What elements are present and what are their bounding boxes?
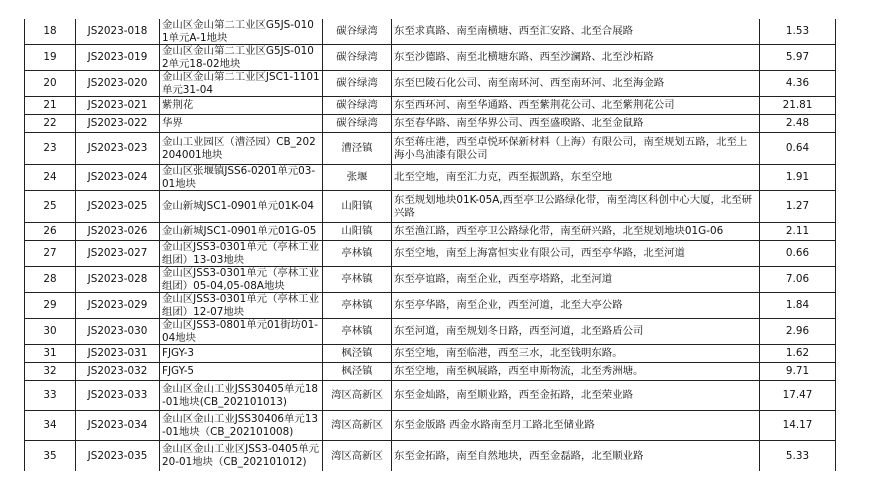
table-row [25,71,836,97]
row-number-cell: 31 [25,345,76,363]
boundary-description-cell: 东至渔江路，西至亭卫公路绿化带，南至研兴路，北至规划地块01G-06 [392,223,760,241]
parcel-name-cell: 金山区金山工业JSS30405单元18-01地块(CB_202101013) [160,381,323,411]
area-value-cell: 1.91 [760,165,836,191]
area-value-cell: 2.48 [760,115,836,133]
town-name-cell: 湾区高新区 [323,381,392,411]
area-value-cell: 1.84 [760,293,836,319]
boundary-description-cell: 东至空地，南至上海富恒实业有限公司，西至亭华路，北至河道 [392,241,760,267]
parcel-code-cell: JS2023-025 [76,191,160,223]
town-name-cell: 碳谷绿湾 [323,97,392,115]
table-row [25,363,836,381]
boundary-description-cell: 东至春华路、南至华界公司、西至盛暌路、北至金鼠路 [392,115,760,133]
boundary-description-cell: 东至沙德路、南至北横塘东路、西至沙澜路、北至沙柘路 [392,45,760,71]
parcel-code-cell: JS2023-023 [76,133,160,165]
boundary-description-cell: 东至西环河、南至华通路、西至紫荆花公司、北至紫荆花公司 [392,97,760,115]
town-name-cell: 枫泾镇 [323,345,392,363]
parcel-name-cell: 金山新城JSC1-0901单元01K-04 [160,191,323,223]
table-row [25,19,836,45]
row-number-cell: 34 [25,411,76,441]
area-value-cell: 1.27 [760,191,836,223]
table-row [25,381,836,411]
row-number-cell: 22 [25,115,76,133]
row-number-cell: 20 [25,71,76,97]
parcel-code-cell: JS2023-018 [76,19,160,45]
parcel-name-cell: 金山工业园区（漕泾园）CB_202204001地块 [160,133,323,165]
row-number-cell: 26 [25,223,76,241]
table-row [25,441,836,471]
row-number-cell: 30 [25,319,76,345]
boundary-description-cell: 东至蒋庄港，西至卓悦环保新材料（上海）有限公司，南至规划五路，北至上海小鸟油漆有限公司 [392,133,760,165]
parcel-code-cell: JS2023-028 [76,267,160,293]
table-row [25,267,836,293]
town-name-cell: 亭林镇 [323,267,392,293]
parcel-code-cell: JS2023-026 [76,223,160,241]
boundary-description-cell: 东至空地，南至枫展路，西至申斯物流，北至秀洲塘。 [392,363,760,381]
parcel-code-cell: JS2023-024 [76,165,160,191]
parcel-name-cell: 金山区金山第二工业区JSC1-1101单元31-04 [160,71,323,97]
parcel-code-cell: JS2023-034 [76,411,160,441]
row-number-cell: 27 [25,241,76,267]
table-row [25,115,836,133]
boundary-description-cell: 东至金版路 西金水路南至月工路北至储业路 [392,411,760,441]
area-value-cell: 0.66 [760,241,836,267]
table-row [25,319,836,345]
parcel-name-cell: 金山区金山第二工业区G5JS-0101单元A-1地块 [160,19,323,45]
parcel-name-cell: 金山区JSS3-0301单元（亭林工业组团）13-03地块 [160,241,323,267]
boundary-description-cell: 东至空地，南至临港，西至三水，北至钱明东路。 [392,345,760,363]
table-row [25,191,836,223]
town-name-cell: 碳谷绿湾 [323,19,392,45]
table-row [25,45,836,71]
table-row [25,223,836,241]
boundary-description-cell: 东至规划地块01K-05A,西至亭卫公路绿化带，南至湾区科创中心大厦，北至研兴路 [392,191,760,223]
row-number-cell: 33 [25,381,76,411]
area-value-cell: 9.71 [760,363,836,381]
parcel-name-cell: 紫荆花 [160,97,323,115]
town-name-cell: 山阳镇 [323,191,392,223]
parcel-code-cell: JS2023-033 [76,381,160,411]
parcel-name-cell: 金山区金山工业区JSS3-0405单元20-01地块（CB_202101012) [160,441,323,471]
row-number-cell: 23 [25,133,76,165]
town-name-cell: 碳谷绿湾 [323,71,392,97]
area-value-cell: 2.11 [760,223,836,241]
parcel-code-cell: JS2023-032 [76,363,160,381]
town-name-cell: 碳谷绿湾 [323,45,392,71]
parcel-name-cell: 金山区JSS3-0301单元（亭林工业组团）05-04,05-08A地块 [160,267,323,293]
town-name-cell: 张堰 [323,165,392,191]
town-name-cell: 亭林镇 [323,319,392,345]
town-name-cell: 亭林镇 [323,293,392,319]
town-name-cell: 湾区高新区 [323,441,392,471]
land-parcel-table [24,19,836,471]
table-row [25,293,836,319]
parcel-name-cell: 金山区JSS3-0301单元（亭林工业组团）12-07地块 [160,293,323,319]
table-row [25,97,836,115]
row-number-cell: 25 [25,191,76,223]
area-value-cell: 0.64 [760,133,836,165]
area-value-cell: 7.06 [760,267,836,293]
table-row [25,165,836,191]
boundary-description-cell: 东至巴陵石化公司、南至南环河、西至南环河、北至海金路 [392,71,760,97]
parcel-code-cell: JS2023-030 [76,319,160,345]
table-row [25,133,836,165]
area-value-cell: 2.96 [760,319,836,345]
area-value-cell: 5.97 [760,45,836,71]
town-name-cell: 湾区高新区 [323,411,392,441]
parcel-name-cell: 金山区张堰镇JSS6-0201单元03-01地块 [160,165,323,191]
row-number-cell: 32 [25,363,76,381]
boundary-description-cell: 东至金灿路，南至顺业路，西至金拓路，北至荣业路 [392,381,760,411]
area-value-cell: 5.33 [760,441,836,471]
parcel-name-cell: 金山新城JSC1-0901单元01G-05 [160,223,323,241]
parcel-code-cell: JS2023-029 [76,293,160,319]
parcel-code-cell: JS2023-022 [76,115,160,133]
boundary-description-cell: 北至空地，南至汇力克，西至振凯路，东至空地 [392,165,760,191]
area-value-cell: 1.62 [760,345,836,363]
table-row [25,241,836,267]
town-name-cell: 碳谷绿湾 [323,115,392,133]
parcel-name-cell: 金山区金山工业JSS30406单元13-01地块（CB_202101008) [160,411,323,441]
boundary-description-cell: 东至亭华路，南至企业，西至河道，北至大亭公路 [392,293,760,319]
table-body [25,19,836,471]
row-number-cell: 18 [25,19,76,45]
parcel-code-cell: JS2023-035 [76,441,160,471]
row-number-cell: 24 [25,165,76,191]
row-number-cell: 21 [25,97,76,115]
boundary-description-cell: 东至亭谊路，南至企业，西至亭塔路，北至河道 [392,267,760,293]
row-number-cell: 28 [25,267,76,293]
row-number-cell: 19 [25,45,76,71]
parcel-code-cell: JS2023-019 [76,45,160,71]
boundary-description-cell: 东至河道，南至规划冬日路，西至河道，北至路盾公司 [392,319,760,345]
parcel-code-cell: JS2023-031 [76,345,160,363]
area-value-cell: 17.47 [760,381,836,411]
table-row [25,411,836,441]
parcel-code-cell: JS2023-027 [76,241,160,267]
parcel-name-cell: 金山区金山第二工业区G5JS-0102单元18-02地块 [160,45,323,71]
area-value-cell: 1.53 [760,19,836,45]
parcel-code-cell: JS2023-021 [76,97,160,115]
table-row [25,345,836,363]
area-value-cell: 4.36 [760,71,836,97]
parcel-name-cell: 华界 [160,115,323,133]
parcel-name-cell: 金山区JSS3-0801单元01街坊01-04地块 [160,319,323,345]
town-name-cell: 山阳镇 [323,223,392,241]
boundary-description-cell: 东至求真路、南至南横塘、西至汇安路、北至合展路 [392,19,760,45]
boundary-description-cell: 东至金拓路，南至自然地块，西至金磊路，北至顺业路 [392,441,760,471]
area-value-cell: 14.17 [760,411,836,441]
row-number-cell: 35 [25,441,76,471]
parcel-name-cell: FJGY-5 [160,363,323,381]
row-number-cell: 29 [25,293,76,319]
parcel-code-cell: JS2023-020 [76,71,160,97]
town-name-cell: 亭林镇 [323,241,392,267]
town-name-cell: 漕泾镇 [323,133,392,165]
parcel-name-cell: FJGY-3 [160,345,323,363]
town-name-cell: 枫泾镇 [323,363,392,381]
area-value-cell: 21.81 [760,97,836,115]
